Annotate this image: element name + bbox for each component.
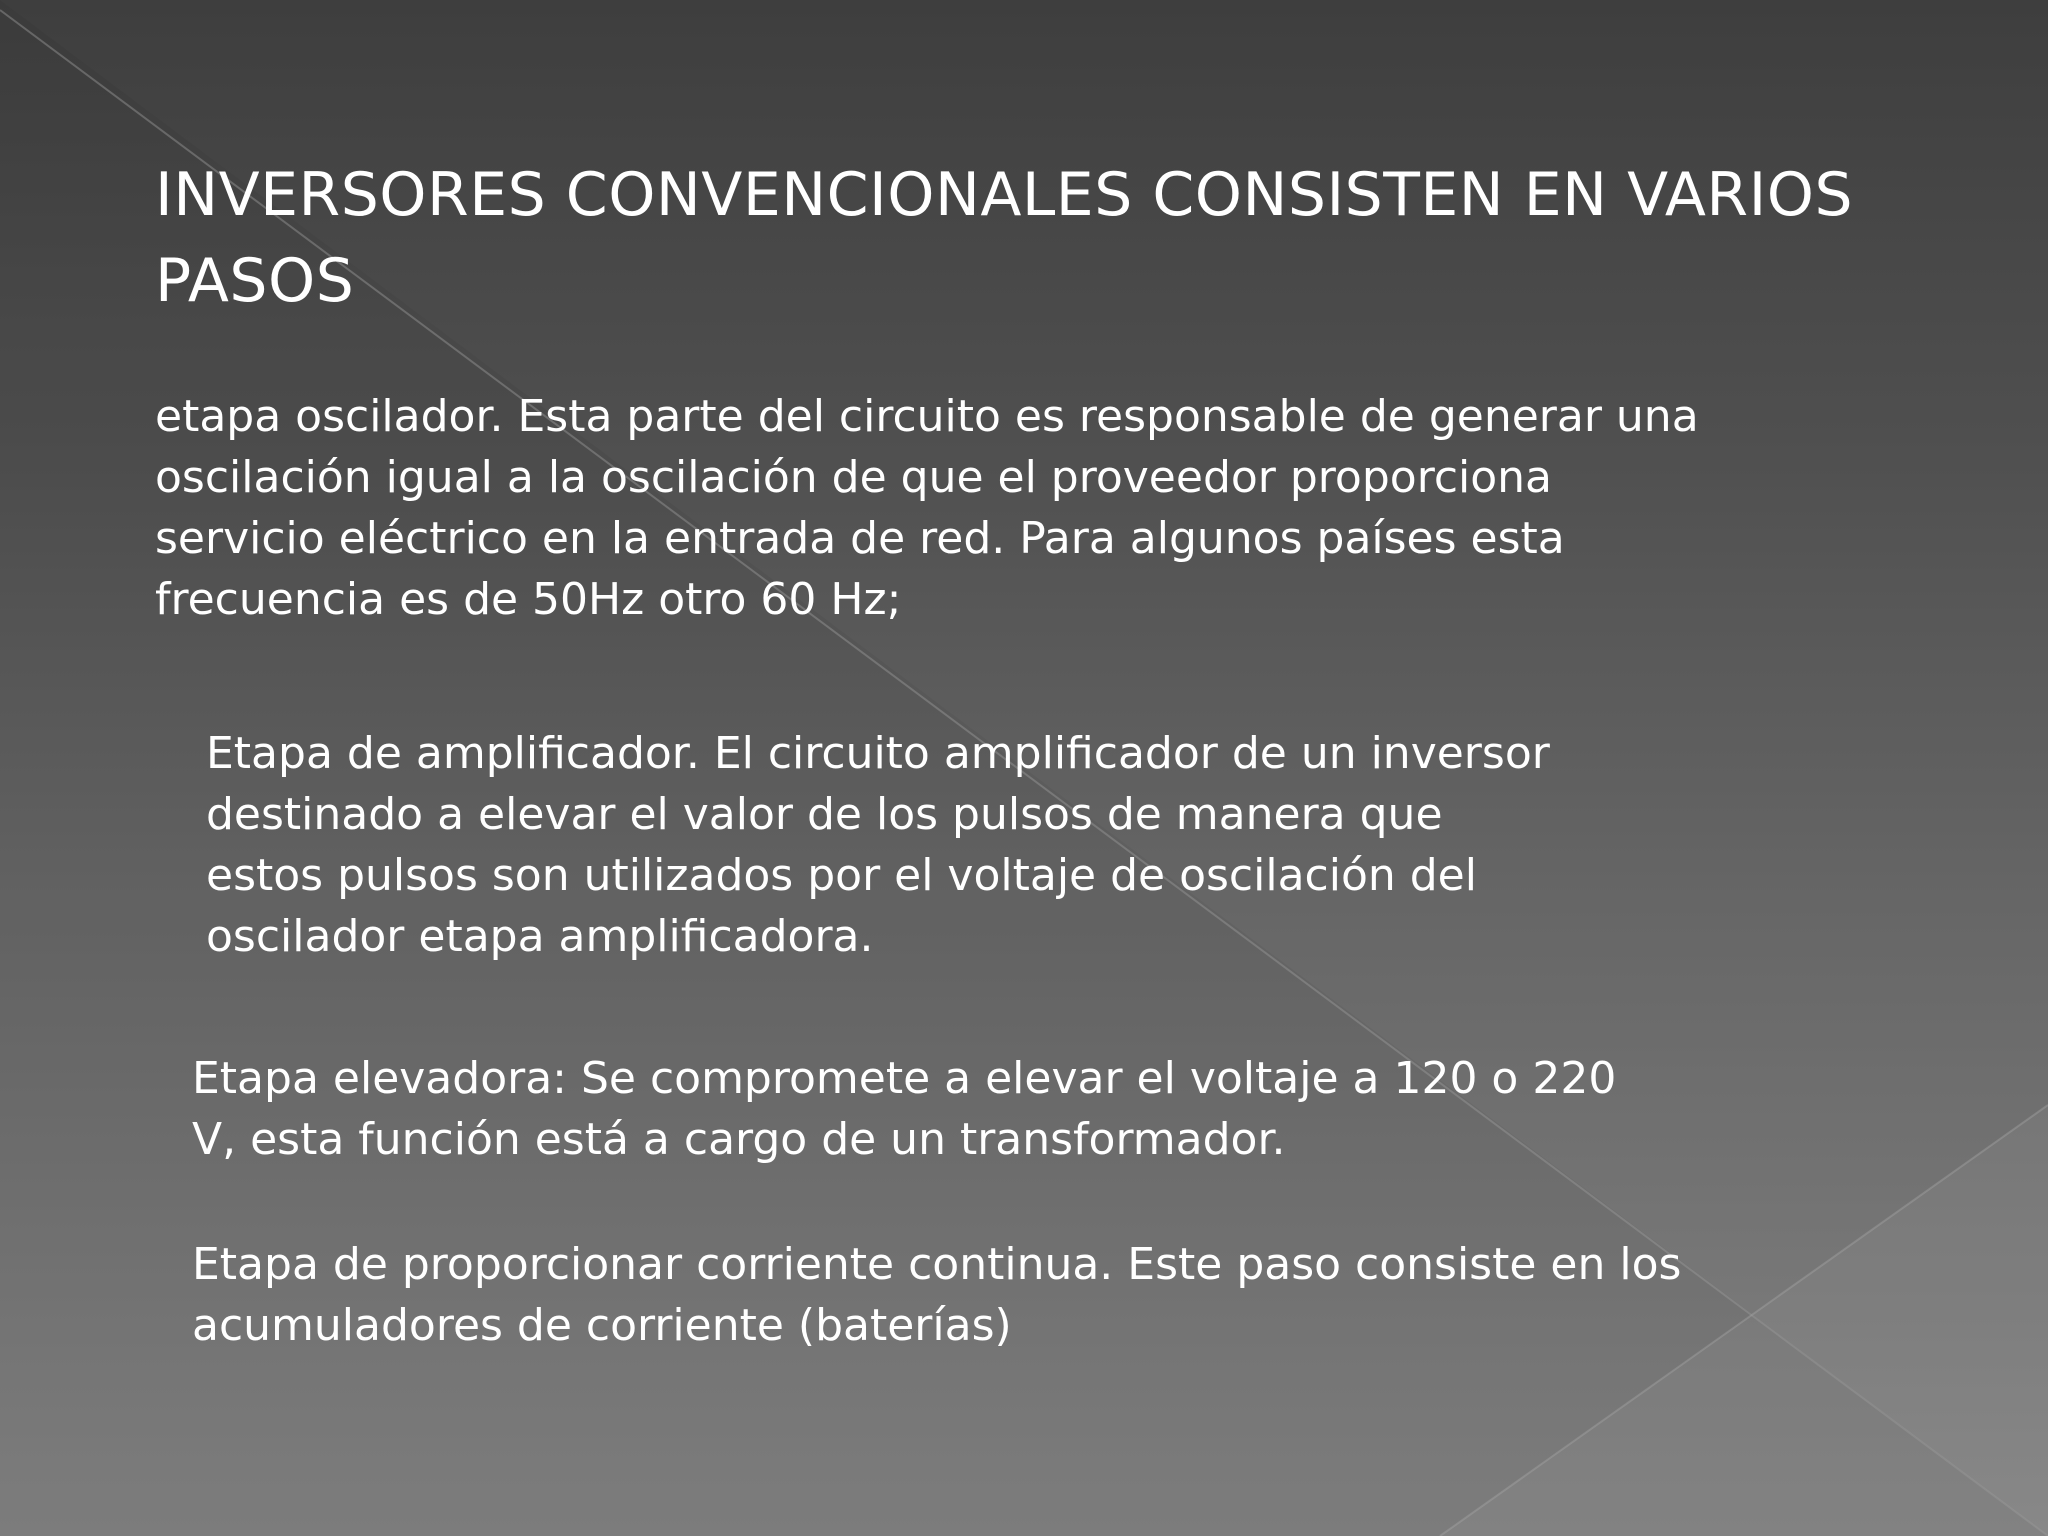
paragraph-step-up-stage: Etapa elevadora: Se compromete a elevar el voltaje a 120 o 220 V, esta función está a cargo de un transformador.	[192, 1053, 1617, 1165]
paragraph-amplifier-stage: Etapa de amplificador. El circuito amplificador de un inversor destinado a elevar el valor de los pulsos de manera que estos pulsos son utilizados por el voltaje de oscilación del oscilador etapa amplificadora.	[206, 728, 1550, 962]
slide-title: INVERSORES CONVENCIONALES CONSISTEN EN VARIOS PASOS	[155, 160, 1854, 316]
paragraph-oscillator-stage: etapa oscilador. Esta parte del circuito es responsable de generar una oscilación igual a la oscilación de que el proveedor proporciona servicio eléctrico en la entrada de red. Para algunos países esta frecuencia es de 50Hz otro 60 Hz;	[155, 391, 1699, 625]
paragraph-dc-stage: Etapa de proporcionar corriente continua. Este paso consiste en los acumuladores de corriente (baterías)	[192, 1239, 1682, 1351]
